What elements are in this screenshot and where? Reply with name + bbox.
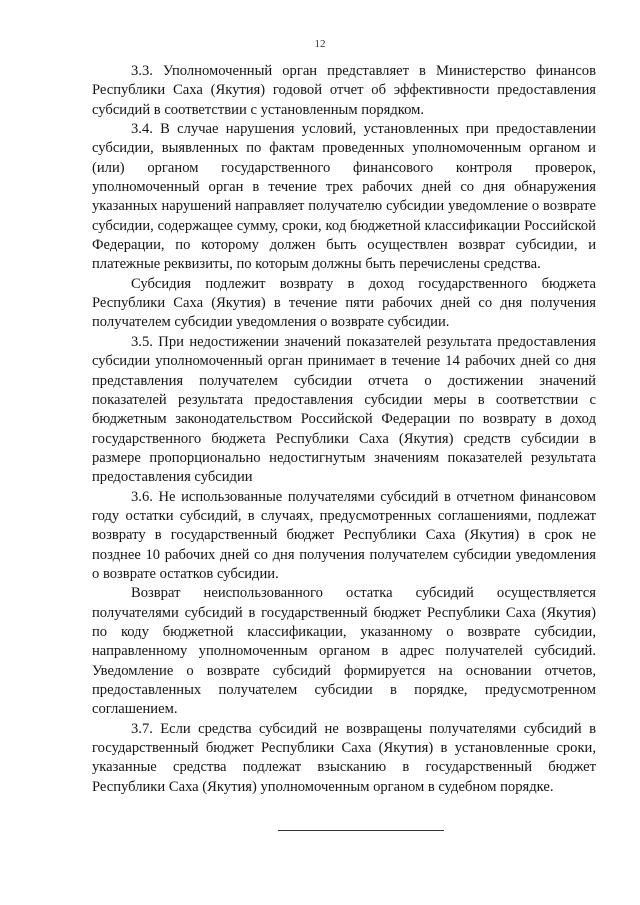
document-body (92, 62, 596, 797)
paragraph-3-6: 3.6. Не использованные получателями субсидий в отчетном финансовом году остатки субсидий, в случаях, предусмотренных соглашениями, подлежат возврату в государственный бюджет Республики Саха (Якутия) в срок не позднее 10 рабочих дней со дня получения получателем субсидии уведомления о возврате остатков субсидии. (92, 488, 596, 582)
page-number: 12 (314, 38, 326, 50)
end-of-document-divider (278, 830, 444, 831)
paragraph-3-4: 3.4. В случае нарушения условий, установленных при предоставлении субсидии, выявленных по фактам проведенных уполномоченным органом и (или) органом государственного финансового контроля проверок, уполномоченный орган в течение трех рабочих дней со дня обнаружения указанных нарушений направляет получателю субсидии уведомление о возврате субсидии, содержащее сумму, сроки, код бюджетной классификации Российской Федерации, по которому должен быть осуществлен возврат субсидии, и платежные реквизиты, по которым должны быть перечислены средства. (92, 121, 596, 273)
paragraph-3-5: 3.5. При недостижении значений показателей результата предоставления субсидии уполномоченный орган принимает в течение 14 рабочих дней со дня представления получателем субсидии отчета о достижении значений показателей результата предоставления субсидии меры в соответствии с бюджетным законодательством Российской Федерации по возврату в доход государственного бюджета Республики Саха (Якутия) средств субсидии в размере пропорционально недостигнутым значениям показателей результата предоставления субсидии (92, 333, 596, 486)
paragraph-3-3: 3.3. Уполномоченный орган представляет в Министерство финансов Республики Саха (Якутия) годовой отчет об эффективности предоставления субсидий в соответствии с установленным порядком. (92, 63, 596, 118)
paragraph-subsidy-return: Субсидия подлежит возврату в доход государственного бюджета Республики Саха (Якутия) в течение пяти рабочих дней со дня получения получателем субсидии уведомления о возврате субсидии. (92, 275, 596, 331)
paragraph-unused-balance-return: Возврат неиспользованного остатка субсидий осуществляется получателями субсидий в государственный бюджет Республики Саха (Якутия) по коду бюджетной классификации, указанному о возврате субсидии, направленному уполномоченным органом в адрес получателей субсидий. Уведомление о возврате субсидий формируется на основании отчетов, предоставленных получателем субсидии в порядке, предусмотренном соглашением. (92, 585, 596, 718)
paragraph-3-7: 3.7. Если средства субсидий не возвращены получателями субсидий в государственный бюджет Республики Саха (Якутия) в установленные сроки, указанные средства подлежат взысканию в государственный бюджет Республики Саха (Якутия) уполномоченным органом в судебном порядке. (92, 720, 596, 795)
